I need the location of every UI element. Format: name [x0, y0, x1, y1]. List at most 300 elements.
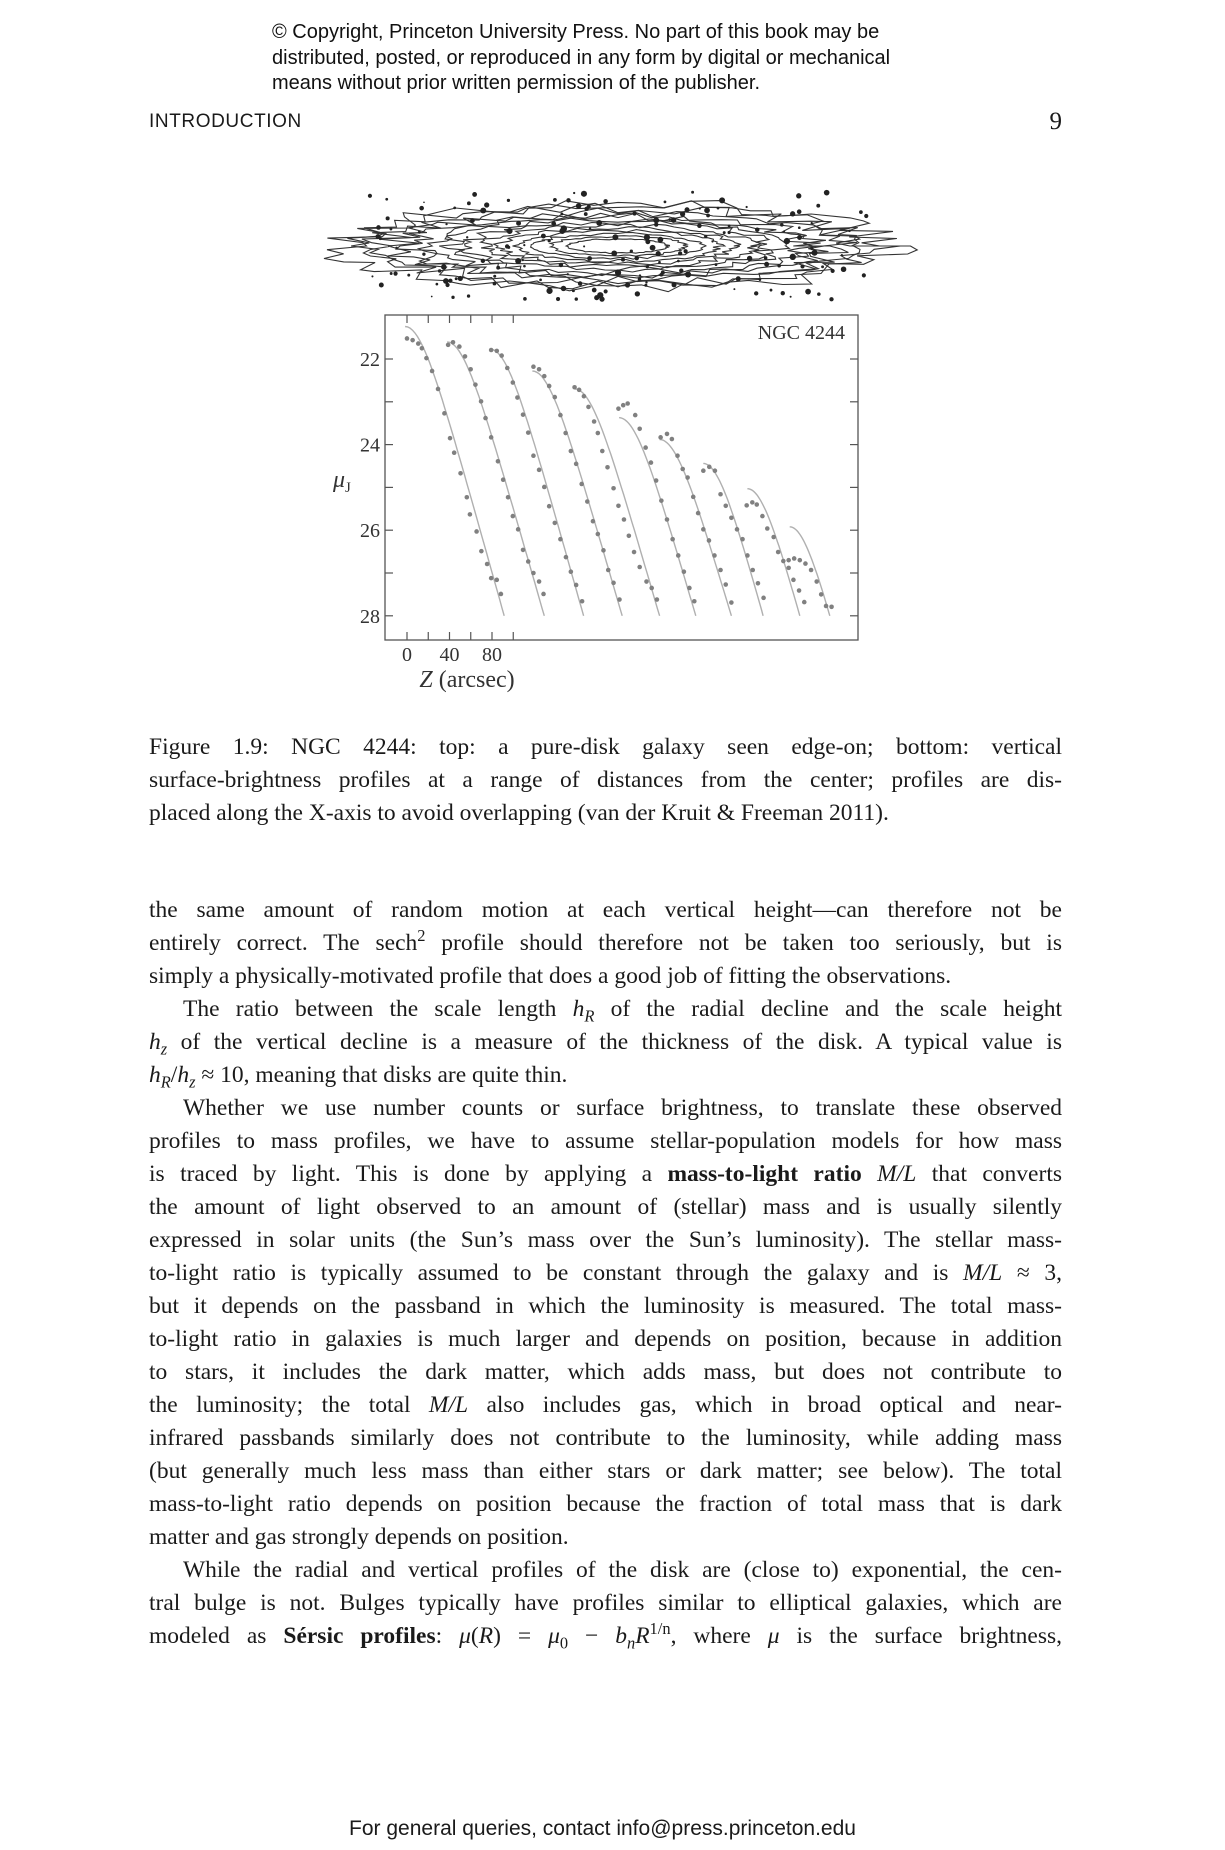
galaxy-star — [764, 262, 769, 267]
galaxy-contour-image — [324, 190, 917, 302]
galaxy-star — [717, 207, 720, 210]
x-axis-label-var: Z — [419, 667, 433, 693]
profile-point — [516, 527, 521, 532]
profile-point — [582, 394, 587, 399]
text-run: that converts — [916, 1161, 1062, 1187]
text-run: mass-to-light ratio — [667, 1161, 862, 1187]
galaxy-star — [800, 264, 804, 268]
profile-point — [791, 578, 796, 583]
profile-point — [596, 431, 601, 436]
galaxy-star — [733, 288, 735, 290]
text-run: b — [615, 1623, 627, 1649]
galaxy-star — [470, 218, 475, 223]
profile-point — [537, 367, 542, 372]
figure-caption — [149, 731, 1062, 830]
galaxy-star — [573, 192, 575, 194]
galaxy-star — [770, 289, 773, 292]
profile-point — [814, 579, 819, 584]
galaxy-star — [431, 296, 433, 298]
profile-point — [451, 340, 456, 345]
profile-point — [494, 578, 499, 583]
galaxy-star — [656, 251, 661, 256]
galaxy-star — [612, 234, 618, 240]
profile-fit-line-1 — [405, 327, 504, 616]
footer-contact — [0, 1817, 1225, 1841]
galaxy-star — [650, 245, 656, 251]
profile-point — [564, 555, 569, 560]
profile-point — [723, 582, 728, 587]
galaxy-star — [407, 274, 410, 277]
galaxy-star — [496, 266, 500, 270]
profile-point — [479, 549, 484, 554]
text-run: to-light ratio in galaxies is much larger and depends on position, because in addition — [149, 1326, 1062, 1352]
text-run: μ — [548, 1623, 560, 1649]
text-run: , where — [670, 1623, 768, 1649]
galaxy-star — [572, 289, 575, 292]
galaxy-star — [385, 198, 388, 201]
profile-point — [592, 419, 597, 424]
galaxy-star — [393, 271, 397, 275]
text-run: 0 — [559, 1633, 569, 1653]
text-run: h — [177, 1062, 190, 1088]
galaxy-star — [603, 199, 608, 204]
profile-point — [680, 467, 685, 472]
profile-point — [643, 445, 648, 450]
x-tick-label: 0 — [402, 644, 412, 666]
galaxy-star — [639, 274, 641, 276]
text-run: (but generally much less mass than either stars or dark matter; see below). The total — [149, 1458, 1062, 1484]
text-run: Sérsic profiles — [283, 1623, 436, 1649]
profile-point — [654, 478, 659, 483]
galaxy-star — [615, 270, 621, 276]
galaxy-star — [781, 291, 785, 295]
text-run: of the vertical decline is a measure of the thickness of the disk. A typical value is — [167, 1029, 1062, 1055]
galaxy-star — [632, 211, 636, 215]
galaxy-star — [657, 237, 663, 243]
text-line — [149, 993, 1062, 1026]
profile-point — [585, 499, 590, 504]
galaxy-star — [453, 207, 456, 210]
text-run: M/L — [428, 1392, 469, 1418]
y-axis-label — [332, 467, 351, 496]
galaxy-star — [436, 283, 439, 286]
galaxy-star — [368, 194, 372, 198]
profile-point — [792, 556, 797, 561]
galaxy-star — [784, 238, 790, 244]
profile-point — [489, 435, 494, 440]
text-line — [149, 1455, 1062, 1488]
galaxy-star — [630, 250, 633, 253]
profile-point — [531, 571, 536, 576]
galaxy-contour — [439, 218, 789, 275]
galaxy-star — [646, 265, 649, 268]
profile-point — [485, 562, 490, 567]
galaxy-star — [523, 265, 526, 268]
galaxy-star — [559, 228, 565, 234]
profile-point — [601, 548, 606, 553]
galaxy-star — [395, 247, 397, 249]
text-run: While the radial and vertical profiles of the disk are (close to) exponential, the cen- — [183, 1557, 1062, 1583]
profile-point — [580, 599, 585, 604]
galaxy-star — [790, 254, 796, 260]
text-run: ≈ 3, — [1002, 1260, 1063, 1286]
galaxy-star — [635, 256, 639, 260]
profile-point — [558, 413, 563, 418]
text-run: − — [568, 1623, 616, 1649]
text-run: z — [189, 1072, 196, 1092]
profile-point — [627, 533, 632, 538]
galaxy-star — [777, 264, 781, 268]
galaxy-star — [644, 234, 650, 240]
profile-point — [761, 596, 766, 601]
profile-point — [617, 597, 622, 602]
profile-point — [616, 504, 621, 509]
text-run: M/L — [963, 1260, 1003, 1286]
profile-fit-line-3 — [490, 349, 583, 616]
galaxy-star — [672, 282, 677, 287]
text-line — [149, 894, 1062, 927]
galaxy-star — [685, 207, 690, 212]
text-run: ) = — [493, 1623, 549, 1649]
galaxy-star — [445, 283, 449, 287]
galaxy-star — [516, 221, 521, 226]
profile-point — [541, 592, 546, 597]
profile-point — [718, 568, 723, 573]
text-run: of the radial decline and the scale height — [594, 996, 1062, 1022]
galaxy-star — [862, 273, 866, 277]
galaxy-star — [704, 208, 710, 214]
text-run: The ratio between the scale length — [183, 996, 573, 1022]
profile-point — [468, 367, 473, 372]
text-run: h — [572, 996, 585, 1022]
text-run: R — [160, 1072, 171, 1092]
profile-point — [809, 568, 814, 573]
profile-point — [786, 558, 791, 563]
galaxy-star — [418, 231, 421, 234]
profile-point — [531, 453, 536, 458]
profile-point — [803, 561, 808, 566]
galaxy-star — [546, 288, 552, 294]
galaxy-star — [576, 203, 582, 209]
profile-point — [465, 495, 470, 500]
profile-point — [797, 588, 802, 593]
galaxy-star — [567, 273, 569, 275]
galaxy-star — [566, 198, 570, 202]
figure-1-9 — [0, 0, 1225, 720]
galaxy-star — [797, 235, 802, 240]
profile-point — [713, 468, 718, 473]
galaxy-star — [805, 289, 811, 295]
text-run: entirely correct. The sech — [149, 930, 418, 956]
profile-point — [649, 460, 654, 465]
galaxy-star — [783, 230, 785, 232]
profile-point — [637, 565, 642, 570]
text-run: is traced by light. This is done by applying a — [149, 1161, 668, 1187]
text-line — [149, 1389, 1062, 1422]
profile-point — [723, 504, 728, 509]
profile-point — [457, 344, 462, 349]
galaxy-star — [581, 191, 587, 197]
galaxy-star — [638, 277, 642, 281]
running-head: INTRODUCTION — [149, 111, 302, 132]
profile-point — [430, 369, 435, 374]
galaxy-star — [754, 291, 758, 295]
profile-point — [526, 559, 531, 564]
text-line — [149, 1422, 1062, 1455]
profile-point — [701, 527, 706, 532]
text-line — [149, 1554, 1062, 1587]
y-tick-label: 24 — [360, 434, 380, 457]
text-line — [149, 1059, 1062, 1092]
text-run: h — [149, 1029, 161, 1055]
galaxy-star — [810, 247, 813, 250]
galaxy-star — [677, 260, 680, 263]
galaxy-star — [422, 252, 425, 255]
profile-point — [552, 521, 557, 526]
profile-point — [824, 604, 829, 609]
text-run — [862, 1161, 877, 1187]
profile-point — [675, 453, 680, 458]
body-text — [149, 894, 1062, 1653]
text-run: profiles to mass profiles, we have to assume stellar-population models for how mass — [149, 1128, 1062, 1154]
text-line — [149, 1158, 1062, 1191]
text-run: simply a physically-motivated profile that does a good job of fitting the observations. — [149, 963, 952, 989]
galaxy-star — [451, 296, 454, 299]
galaxy-star — [438, 269, 441, 272]
galaxy-star — [507, 228, 513, 234]
text-line — [149, 1323, 1062, 1356]
page-number: 9 — [1049, 108, 1062, 135]
galaxy-star — [645, 281, 647, 283]
text-run: profile should therefore not be taken too seriously, but is — [425, 930, 1062, 956]
text-run: M/L — [877, 1161, 917, 1187]
galaxy-star — [635, 291, 640, 296]
text-run: surface-brightness profiles at a range of distances from the center; profiles are dis- — [149, 767, 1062, 793]
profile-point — [729, 600, 734, 605]
profile-point — [489, 348, 494, 353]
profile-point — [819, 592, 824, 597]
y-tick-label: 22 — [360, 349, 380, 371]
text-run: is the surface brightness, — [779, 1623, 1062, 1649]
profile-point — [701, 468, 706, 473]
text-run: / — [170, 1062, 178, 1088]
x-tick-label: 80 — [482, 644, 502, 666]
profile-point — [410, 338, 415, 343]
text-run: z — [160, 1039, 168, 1059]
profile-point — [563, 431, 568, 436]
text-run: infrared passbands similarly does not contribute to the luminosity, while adding mass — [149, 1425, 1062, 1451]
copyright-line: distributed, posted, or reproduced in any form by digital or mechanical — [272, 46, 891, 69]
text-run: mass-to-light ratio depends on position because the fraction of total mass that is dark — [149, 1491, 1062, 1517]
galaxy-star — [596, 220, 602, 226]
profile-point — [707, 465, 712, 470]
galaxy-star — [587, 205, 591, 209]
galaxy-star — [685, 271, 691, 277]
profile-point — [586, 405, 591, 410]
galaxy-star — [704, 235, 707, 238]
profile-point — [632, 550, 637, 555]
galaxy-star — [790, 296, 792, 298]
galaxy-star — [507, 246, 510, 249]
galaxy-star — [764, 256, 768, 260]
profile-point — [496, 459, 501, 464]
galaxy-star — [831, 269, 835, 273]
galaxy-star — [583, 245, 585, 247]
profile-point — [579, 482, 584, 487]
galaxy-star — [848, 230, 851, 233]
profile-fit-line-2 — [447, 342, 544, 616]
text-run: tral bulge is not. Bulges typically have profiles similar to elliptical galaxies, which are — [149, 1590, 1062, 1616]
profile-point — [420, 346, 425, 351]
text-run: μ — [459, 1623, 471, 1649]
text-line — [149, 1521, 1062, 1554]
galaxy-star — [493, 275, 496, 278]
galaxy-star — [658, 261, 661, 264]
profile-point — [547, 384, 552, 389]
text-line — [149, 1257, 1062, 1290]
profile-point — [531, 364, 536, 369]
profile-point — [765, 526, 770, 531]
profile-point — [637, 426, 642, 431]
galaxy-star — [680, 211, 685, 216]
galaxy-star — [625, 282, 630, 287]
galaxy-star — [559, 263, 563, 267]
profile-point — [499, 592, 504, 597]
footer-text: For general queries, contact info@press.princeton.edu — [349, 1817, 856, 1840]
caption-line — [149, 731, 1062, 764]
profile-point — [473, 382, 478, 387]
plot-frame — [385, 315, 858, 640]
profile-point — [750, 500, 755, 505]
text-line — [149, 960, 1062, 993]
y-axis-label-sub: J — [345, 480, 351, 496]
galaxy-star — [539, 278, 542, 281]
text-run: to stars, it includes the dark matter, which adds mass, but does not contribute to — [149, 1359, 1062, 1385]
text-line — [149, 1620, 1062, 1653]
profile-point — [756, 581, 761, 586]
profile-point — [483, 416, 488, 421]
galaxy-star — [553, 198, 557, 202]
galaxy-star — [684, 249, 688, 253]
galaxy-star — [561, 286, 566, 291]
profile-point — [605, 465, 610, 470]
galaxy-star — [653, 217, 659, 223]
galaxy-star — [678, 251, 682, 255]
galaxy-star — [575, 297, 578, 300]
text-run: matter and gas strongly depends on position. — [149, 1524, 569, 1550]
galaxy-star — [715, 263, 718, 266]
profile-point — [829, 605, 834, 610]
galaxy-star — [746, 206, 748, 208]
profile-point — [448, 436, 453, 441]
galaxy-star — [829, 297, 833, 301]
text-run: : — [435, 1623, 460, 1649]
text-run: Figure 1.9: NGC 4244: top: a pure-disk galaxy seen edge-on; bottom: vertical — [149, 734, 1062, 760]
text-run: placed along the X-axis to avoid overlapping (van der Kruit & Freeman 2011). — [149, 800, 889, 826]
galaxy-star — [551, 221, 556, 226]
text-line — [149, 1356, 1062, 1389]
profile-point — [611, 486, 616, 491]
galaxy-star — [644, 284, 647, 287]
profile-fit-line-9 — [747, 489, 799, 616]
profile-point — [436, 387, 441, 392]
copyright-line: © Copyright, Princeton University Press. No part of this book may be — [272, 21, 880, 43]
profile-point — [692, 599, 697, 604]
profile-point — [633, 413, 638, 418]
y-tick-label: 28 — [360, 605, 380, 628]
profile-point — [718, 492, 723, 497]
galaxy-star — [507, 199, 510, 202]
text-run: 1/n — [649, 1619, 671, 1639]
galaxy-star — [691, 191, 694, 194]
galaxy-star — [472, 192, 477, 197]
galaxy-star — [790, 211, 795, 216]
profile-point — [489, 576, 494, 581]
profile-point — [760, 514, 765, 519]
galaxy-star — [376, 225, 381, 230]
profile-point — [658, 435, 663, 440]
galaxy-star — [711, 240, 713, 242]
profile-point — [499, 353, 504, 358]
profile-fit-line-4 — [532, 371, 622, 616]
galaxy-star — [728, 224, 731, 227]
profile-point — [416, 341, 421, 346]
profile-point — [542, 485, 547, 490]
galaxy-star — [728, 231, 731, 234]
galaxy-star — [584, 212, 588, 216]
galaxy-star — [811, 222, 813, 224]
text-run: also includes gas, which in broad optical and near- — [468, 1392, 1062, 1418]
profile-point — [574, 583, 579, 588]
galaxy-star — [796, 193, 801, 198]
profile-point — [511, 514, 516, 519]
profile-point — [521, 412, 526, 417]
profile-point — [754, 502, 759, 507]
profile-point — [511, 380, 516, 385]
profile-point — [463, 354, 468, 359]
profile-point — [611, 581, 616, 586]
profile-point — [735, 527, 740, 532]
text-line — [149, 1290, 1062, 1323]
galaxy-star — [493, 282, 497, 286]
galaxy-star — [423, 201, 425, 203]
galaxy-star — [522, 259, 524, 261]
galaxy-star — [481, 259, 485, 263]
galaxy-star — [668, 218, 671, 221]
galaxy-star — [723, 231, 726, 234]
profile-point — [665, 517, 670, 522]
profile-point — [798, 558, 803, 563]
y-axis-label-var: μ — [333, 467, 346, 493]
profile-point — [494, 349, 499, 354]
profile-point — [405, 336, 410, 341]
profile-point — [442, 411, 447, 416]
copyright-line: means without prior written permission of the publisher. — [272, 72, 761, 95]
profile-point — [616, 406, 621, 411]
profile-point — [446, 343, 451, 348]
galaxy-star — [697, 223, 702, 228]
galaxy-star — [592, 288, 597, 293]
text-run: n — [626, 1633, 636, 1653]
profile-point — [424, 356, 429, 361]
galaxy-star — [441, 264, 447, 270]
profile-point — [776, 550, 781, 555]
profile-fit-line-7 — [660, 440, 732, 616]
text-run: to-light ratio is typically assumed to be constant through the galaxy and is — [149, 1260, 964, 1286]
galaxy-star — [812, 250, 818, 256]
text-run: ≈ 10, meaning that disks are quite thin. — [195, 1062, 568, 1088]
profile-point — [505, 366, 510, 371]
